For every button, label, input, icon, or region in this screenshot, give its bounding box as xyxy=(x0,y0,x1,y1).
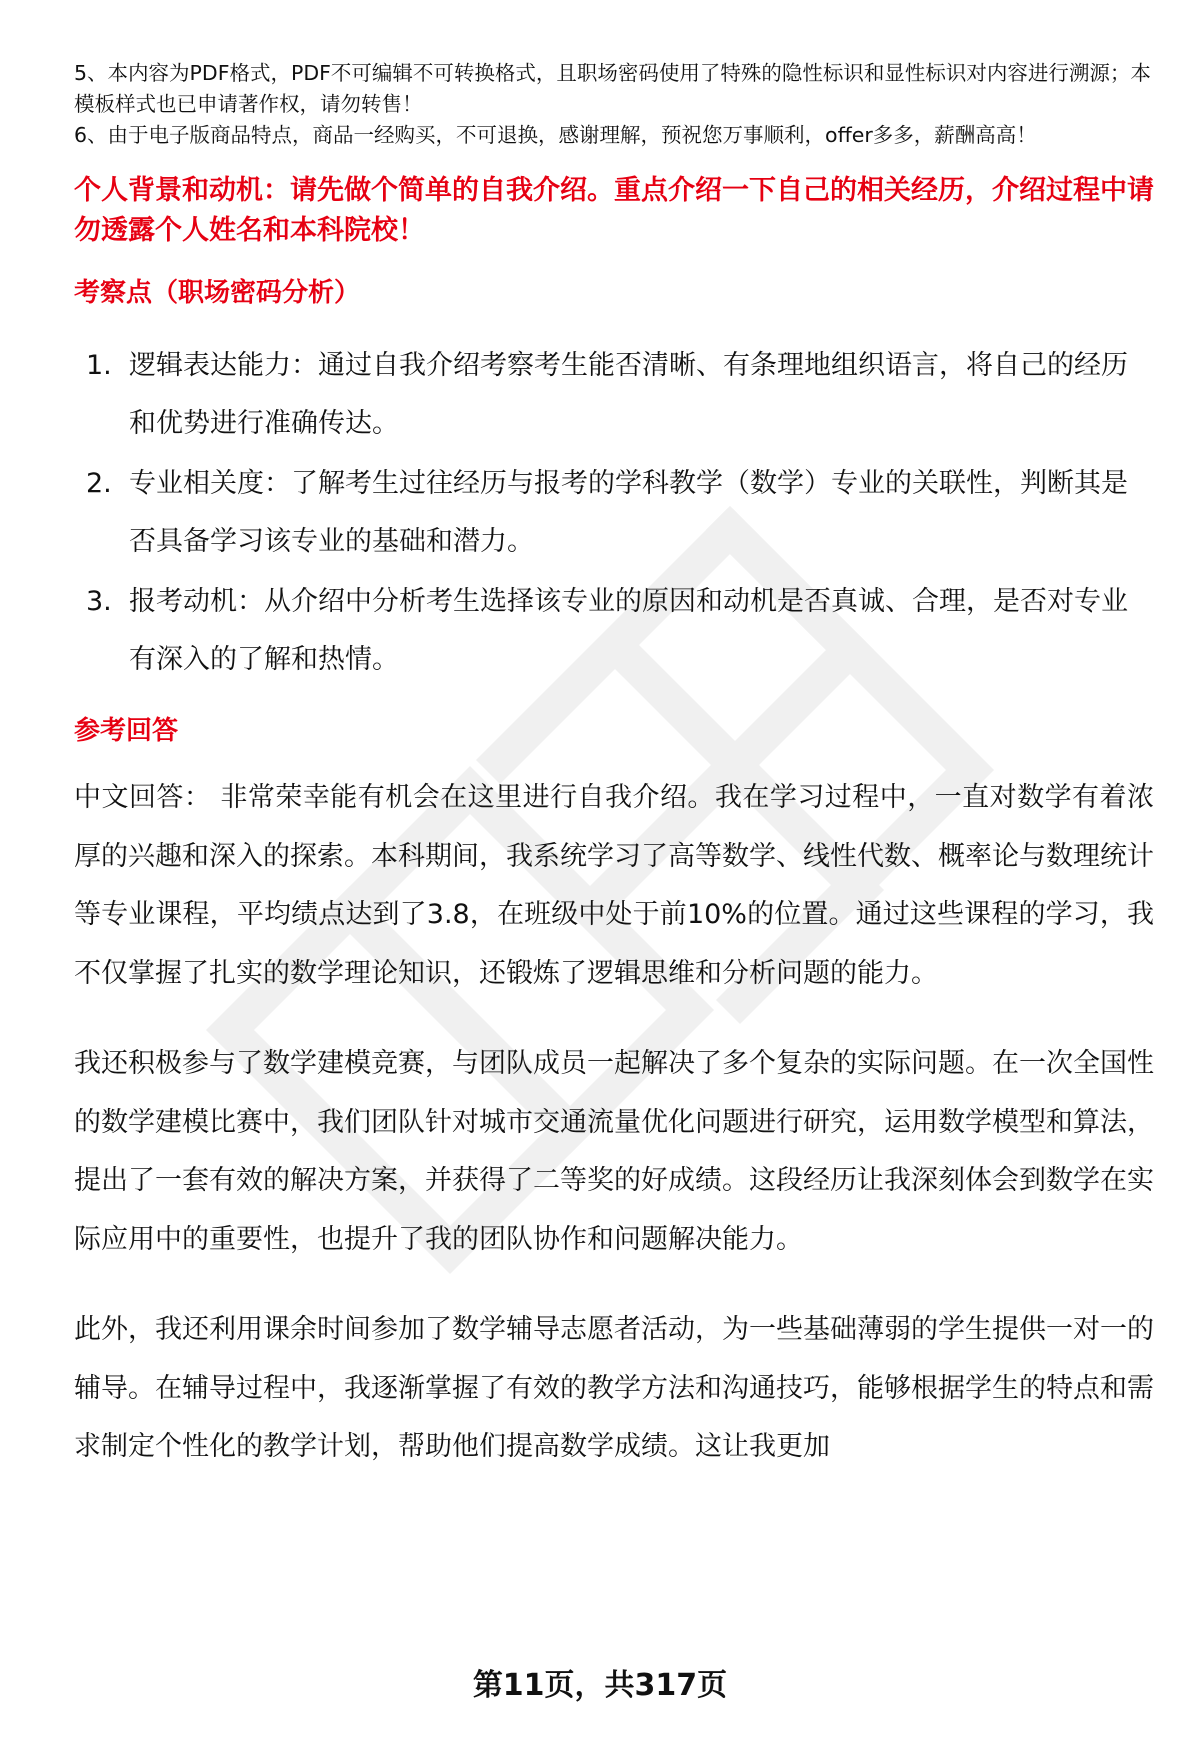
list-item-number: 1. xyxy=(86,350,112,381)
list-item-number: 2. xyxy=(86,468,112,499)
list-item xyxy=(74,455,1154,571)
answer-paragraph: 我还积极参与了数学建模竞赛，与团队成员一起解决了多个复杂的实际问题。在一次全国性的数学建模比赛中，我们团队针对城市交通流量优化问题进行研究，运用数学模型和算法，提出了一套有效的解决方案，并获得了二等奖的好成绩。这段经历让我深刻体会到数学在实际应用中的重要性，也提升了我的团队协作和问题解决能力。 xyxy=(74,1048,1154,1255)
answer-paragraph: 此外，我还利用课余时间参加了数学辅导志愿者活动，为一些基础薄弱的学生提供一对一的辅导。在辅导过程中，我逐渐掌握了有效的教学方法和沟通技巧，能够根据学生的特点和需求制定个性化的教学计划，帮助他们提高数学成绩。这让我更加 xyxy=(74,1314,1154,1462)
list-item xyxy=(74,573,1154,689)
answer-paragraph: 中文回答： 非常荣幸能有机会在这里进行自我介绍。我在学习过程中，一直对数学有着浓厚的兴趣和深入的探索。本科期间，我系统学习了高等数学、线性代数、概率论与数理统计等专业课程，平均绩点达到了3.8，在班级中处于前10%的位置。通过这些课程的学习，我不仅掌握了扎实的数学理论知识，还锻炼了逻辑思维和分析问题的能力。 xyxy=(74,782,1154,989)
question-title: 个人背景和动机：请先做个简单的自我介绍。重点介绍一下自己的相关经历，介绍过程中请勿透露个人姓名和本科院校！ xyxy=(74,175,1154,246)
list-item xyxy=(74,337,1154,453)
page-number-footer: 第11页，共317页 xyxy=(472,1668,728,1703)
analysis-list xyxy=(74,337,1154,689)
answer-heading: 参考回答 xyxy=(74,716,179,746)
list-item-text: 报考动机：从介绍中分析考生选择该专业的原因和动机是否真诚、合理，是否对专业有深入的了解和热情。 xyxy=(129,586,1128,675)
analysis-heading: 考察点（职场密码分析） xyxy=(74,278,361,308)
list-item-number: 3. xyxy=(86,586,112,617)
notice-line-6: 6、由于电子版商品特点，商品一经购买，不可退换，感谢理解，预祝您万事顺利，offer多多，薪酬高高！ xyxy=(74,123,1037,147)
page-content xyxy=(74,58,1154,1477)
list-item-text: 逻辑表达能力：通过自我介绍考察考生能否清晰、有条理地组织语言，将自己的经历和优势进行准确传达。 xyxy=(129,350,1128,439)
list-item-text: 专业相关度：了解考生过往经历与报考的学科教学（数学）专业的关联性，判断其是否具备学习该专业的基础和潜力。 xyxy=(129,468,1128,557)
notice-line-5: 5、本内容为PDF格式，PDF不可编辑不可转换格式，且职场密码使用了特殊的隐性标识和显性标识对内容进行溯源；本模板样式也已申请著作权，请勿转售！ xyxy=(74,61,1151,116)
